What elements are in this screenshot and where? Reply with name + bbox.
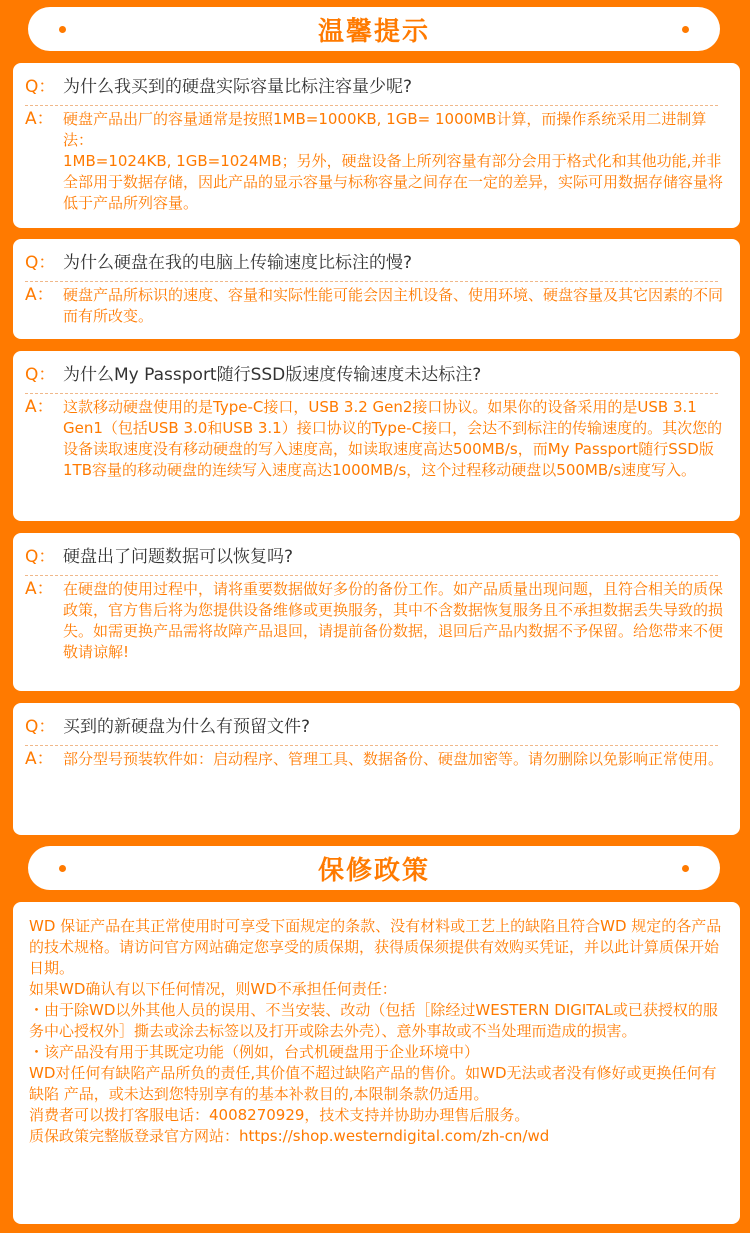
answer-text: 这款移动硬盘使用的是Type-C接口，USB 3.2 Gen2接口协议。如果你的设备采用的是USB 3.1 Gen1（包括USB 3.0和USB 3.1）接口协议的Type-C接口，会达不到标注的传输速度的。其次您的设备读取速度没有移动硬盘的写入速度高，如读取速度高达500MB/s，而My Passport随行SSD版1TB容量的移动硬盘的连续写入速度高达1000MB/s，这个过程移动硬盘以500MB/s速度写入。 (63, 398, 723, 479)
dashed-divider (25, 105, 718, 106)
faq-answer (25, 285, 726, 327)
question-text: 为什么My Passport随行SSD版速度传输速度未达标注? (63, 365, 482, 385)
faq-question (25, 363, 730, 387)
question-label: Q： (25, 547, 56, 567)
dashed-divider (25, 575, 718, 576)
faq-card (13, 351, 740, 521)
warranty-url-text: 质保政策完整版登录官方网站：https://shop.westerndigital.com/zh-cn/wd (29, 1127, 550, 1145)
answer-text: 硬盘产品出厂的容量通常是按照1MB=1000KB, 1GB= 1000MB计算，而操作系统采用二进制算法： (63, 110, 707, 149)
section-title: 温馨提示 (317, 16, 430, 47)
bullet-dot-icon (682, 865, 689, 872)
faq-answer (25, 109, 726, 214)
question-label: Q： (25, 77, 56, 97)
faq-answer (25, 749, 726, 770)
dashed-divider (25, 393, 718, 394)
faq-question (25, 545, 730, 569)
answer-label: A： (25, 579, 54, 599)
warranty-text: ・由于除WD以外其他人员的误用、不当安装、改动（包括［除经过WESTERN DIGITAL或已获授权的服务中心授权外］撕去或涂去标签以及打开或除去外壳）、意外事故或不当处理而造成的损害。 (29, 1001, 718, 1040)
question-text: 买到的新硬盘为什么有预留文件? (63, 717, 311, 737)
faq-answer (25, 579, 726, 663)
answer-text: 在硬盘的使用过程中，请将重要数据做好多份的备份工作。如产品质量出现问题，且符合相关的质保政策，官方售后将为您提供设备维修或更换服务，其中不含数据恢复服务且不承担数据丢失导致的损失。如需更换产品需将故障产品退回，请提前备份数据，退回后产品内数据不予保留。给您带来不便敬请谅解! (63, 580, 724, 661)
dashed-divider (25, 745, 718, 746)
section-title: 保修政策 (317, 855, 430, 886)
warranty-text: WD 保证产品在其正常使用时可享受下面规定的条款、没有材料或工艺上的缺陷且符合WD 规定的各产品的技术规格。请访问官方网站确定您享受的质保期，获得质保须提供有效购买凭证，并以此计算质保开始日期。 (29, 917, 722, 977)
faq-card (13, 239, 740, 339)
faq-question (25, 715, 730, 739)
warranty-policy-card (13, 902, 740, 1224)
warranty-text: ・该产品没有用于其既定功能（例如，台式机硬盘用于企业环境中） (29, 1043, 480, 1061)
warranty-text: 消费者可以拨打客服电话：4008270929，技术支持并协助办理售后服务。 (29, 1106, 530, 1124)
question-label: Q： (25, 365, 56, 385)
question-text: 为什么硬盘在我的电脑上传输速度比标注的慢? (63, 253, 413, 273)
section-header-tips (28, 7, 720, 51)
question-text: 为什么我买到的硬盘实际容量比标注容量少呢? (63, 77, 413, 97)
warranty-text: WD对任何有缺陷产品所负的责任,其价值不超过缺陷产品的售价。如WD无法或者没有修好或更换任何有缺陷 产品，或未达到您特别享有的基本补救目的,本限制条款仍适用。 (29, 1064, 717, 1103)
faq-answer (25, 397, 726, 481)
section-header-warranty (28, 846, 720, 890)
faq-card (13, 533, 740, 691)
answer-text: 硬盘产品所标识的速度、容量和实际性能可能会因主机设备、使用环境、硬盘容量及其它因素的不同而有所改变。 (63, 286, 724, 325)
faq-question (25, 251, 730, 275)
faq-question (25, 75, 730, 99)
answer-text: 1MB=1024KB, 1GB=1024MB；另外，硬盘设备上所列容量有部分会用于格式化和其他功能,并非全部用于数据存储，因此产品的显示容量与标称容量之间存在一定的差异，实际可用数据存储容量将低于产品所列容量。 (63, 152, 724, 212)
faq-card (13, 63, 740, 228)
question-label: Q： (25, 717, 56, 737)
question-text: 硬盘出了问题数据可以恢复吗? (63, 547, 294, 567)
bullet-dot-icon (59, 865, 66, 872)
answer-label: A： (25, 109, 54, 129)
question-label: Q： (25, 253, 56, 273)
answer-label: A： (25, 397, 54, 417)
warranty-text: 如果WD确认有以下任何情况，则WD不承担任何责任： (29, 980, 397, 998)
answer-label: A： (25, 749, 54, 769)
answer-text: 部分型号预装软件如：启动程序、管理工具、数据备份、硬盘加密等。请勿删除以免影响正常使用。 (63, 750, 724, 768)
answer-label: A： (25, 285, 54, 305)
bullet-dot-icon (682, 26, 689, 33)
bullet-dot-icon (59, 26, 66, 33)
faq-card (13, 703, 740, 835)
dashed-divider (25, 281, 718, 282)
